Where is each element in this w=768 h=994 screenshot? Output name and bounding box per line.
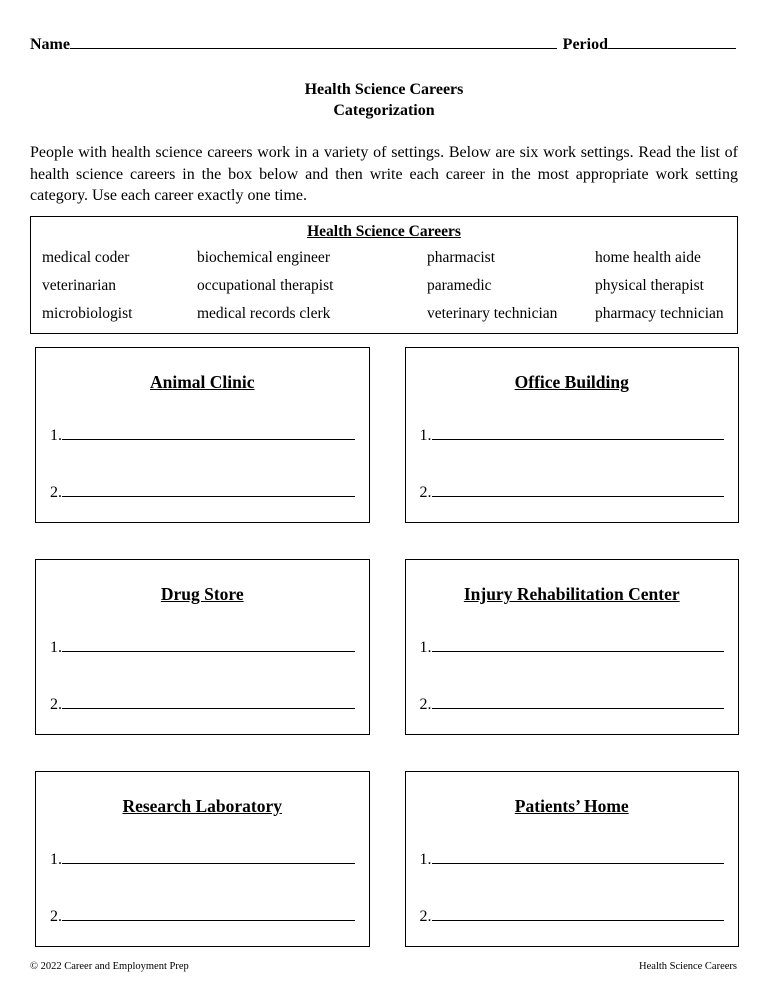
answer-row bbox=[50, 908, 355, 926]
career-item: pharmacy technician bbox=[595, 305, 724, 323]
blank-number: 1. bbox=[419, 851, 432, 869]
title-block bbox=[0, 80, 768, 122]
blank-number: 2. bbox=[419, 484, 432, 502]
answer-row bbox=[50, 427, 355, 445]
answer-row bbox=[420, 484, 725, 502]
category-title: Office Building bbox=[514, 372, 629, 393]
answer-row bbox=[50, 484, 355, 502]
career-item: microbiologist bbox=[42, 305, 133, 323]
career-item: biochemical engineer bbox=[197, 249, 330, 267]
answer-row bbox=[420, 851, 725, 869]
category-title: Injury Rehabilitation Center bbox=[463, 584, 680, 605]
answer-blank-line bbox=[62, 495, 355, 497]
answer-blank-line bbox=[62, 438, 355, 440]
answer-row bbox=[50, 696, 355, 714]
category-grid bbox=[35, 347, 739, 947]
blank-number: 1. bbox=[50, 851, 62, 869]
period-blank-line bbox=[608, 47, 736, 49]
blank-number: 2. bbox=[50, 908, 62, 926]
answer-row bbox=[50, 851, 355, 869]
category-box-animal-clinic bbox=[35, 347, 370, 523]
answer-row bbox=[420, 639, 725, 657]
worksheet-subtitle: Categorization bbox=[333, 101, 435, 119]
answer-blank-line bbox=[432, 919, 725, 921]
answer-row bbox=[420, 696, 725, 714]
answer-row bbox=[50, 639, 355, 657]
category-title: Patients’ Home bbox=[514, 796, 629, 817]
answer-blank-line bbox=[62, 919, 355, 921]
career-item: medical records clerk bbox=[197, 305, 331, 323]
blank-number: 2. bbox=[50, 484, 62, 502]
category-box-drug-store bbox=[35, 559, 370, 735]
answer-blank-line bbox=[432, 862, 725, 864]
category-box-office-building bbox=[405, 347, 740, 523]
career-item: veterinary technician bbox=[427, 305, 558, 323]
blank-number: 2. bbox=[419, 696, 432, 714]
answer-blank-line bbox=[62, 862, 355, 864]
category-title: Animal Clinic bbox=[149, 372, 255, 393]
answer-blank-line bbox=[62, 707, 355, 709]
worksheet-title: Health Science Careers bbox=[304, 81, 464, 98]
category-box-patients-home bbox=[405, 771, 740, 947]
answer-blank-line bbox=[432, 707, 725, 709]
career-item: veterinarian bbox=[42, 277, 117, 295]
answer-blank-line bbox=[432, 650, 725, 652]
career-item: physical therapist bbox=[595, 277, 704, 295]
footer-copyright: © 2022 Career and Employment Prep bbox=[30, 961, 189, 972]
career-item: medical coder bbox=[42, 249, 130, 267]
answer-blank-line bbox=[62, 650, 355, 652]
answer-blank-line bbox=[432, 438, 725, 440]
category-title: Research Laboratory bbox=[122, 796, 283, 817]
blank-number: 1. bbox=[50, 427, 62, 445]
instructions-paragraph: People with health science careers work in a variety of settings. Below are six work settings. Read the list of health science careers in the box below and then write each career in the most appropriate work setting category. Use each career exactly one time. bbox=[30, 143, 738, 205]
careers-box-title: Health Science Careers bbox=[307, 223, 461, 241]
blank-number: 2. bbox=[50, 696, 62, 714]
career-item: paramedic bbox=[427, 277, 492, 295]
blank-number: 1. bbox=[419, 639, 432, 657]
blank-number: 1. bbox=[419, 427, 432, 445]
answer-row bbox=[420, 427, 725, 445]
period-label: Period bbox=[562, 36, 608, 53]
name-label: Name bbox=[30, 36, 70, 53]
blank-number: 1. bbox=[50, 639, 62, 657]
name-blank-line bbox=[70, 47, 557, 49]
career-item: occupational therapist bbox=[197, 277, 334, 295]
name-period-row bbox=[30, 36, 736, 54]
careers-grid bbox=[31, 249, 737, 323]
category-title: Drug Store bbox=[160, 584, 244, 605]
answer-blank-line bbox=[432, 495, 725, 497]
blank-number: 2. bbox=[419, 908, 432, 926]
careers-list-box bbox=[30, 216, 738, 334]
category-box-injury-rehabilitation-center bbox=[405, 559, 740, 735]
answer-row bbox=[420, 908, 725, 926]
career-item: home health aide bbox=[595, 249, 701, 267]
page-footer bbox=[30, 961, 737, 972]
category-box-research-laboratory bbox=[35, 771, 370, 947]
footer-document-name: Health Science Careers bbox=[639, 961, 737, 972]
career-item: pharmacist bbox=[427, 249, 496, 267]
